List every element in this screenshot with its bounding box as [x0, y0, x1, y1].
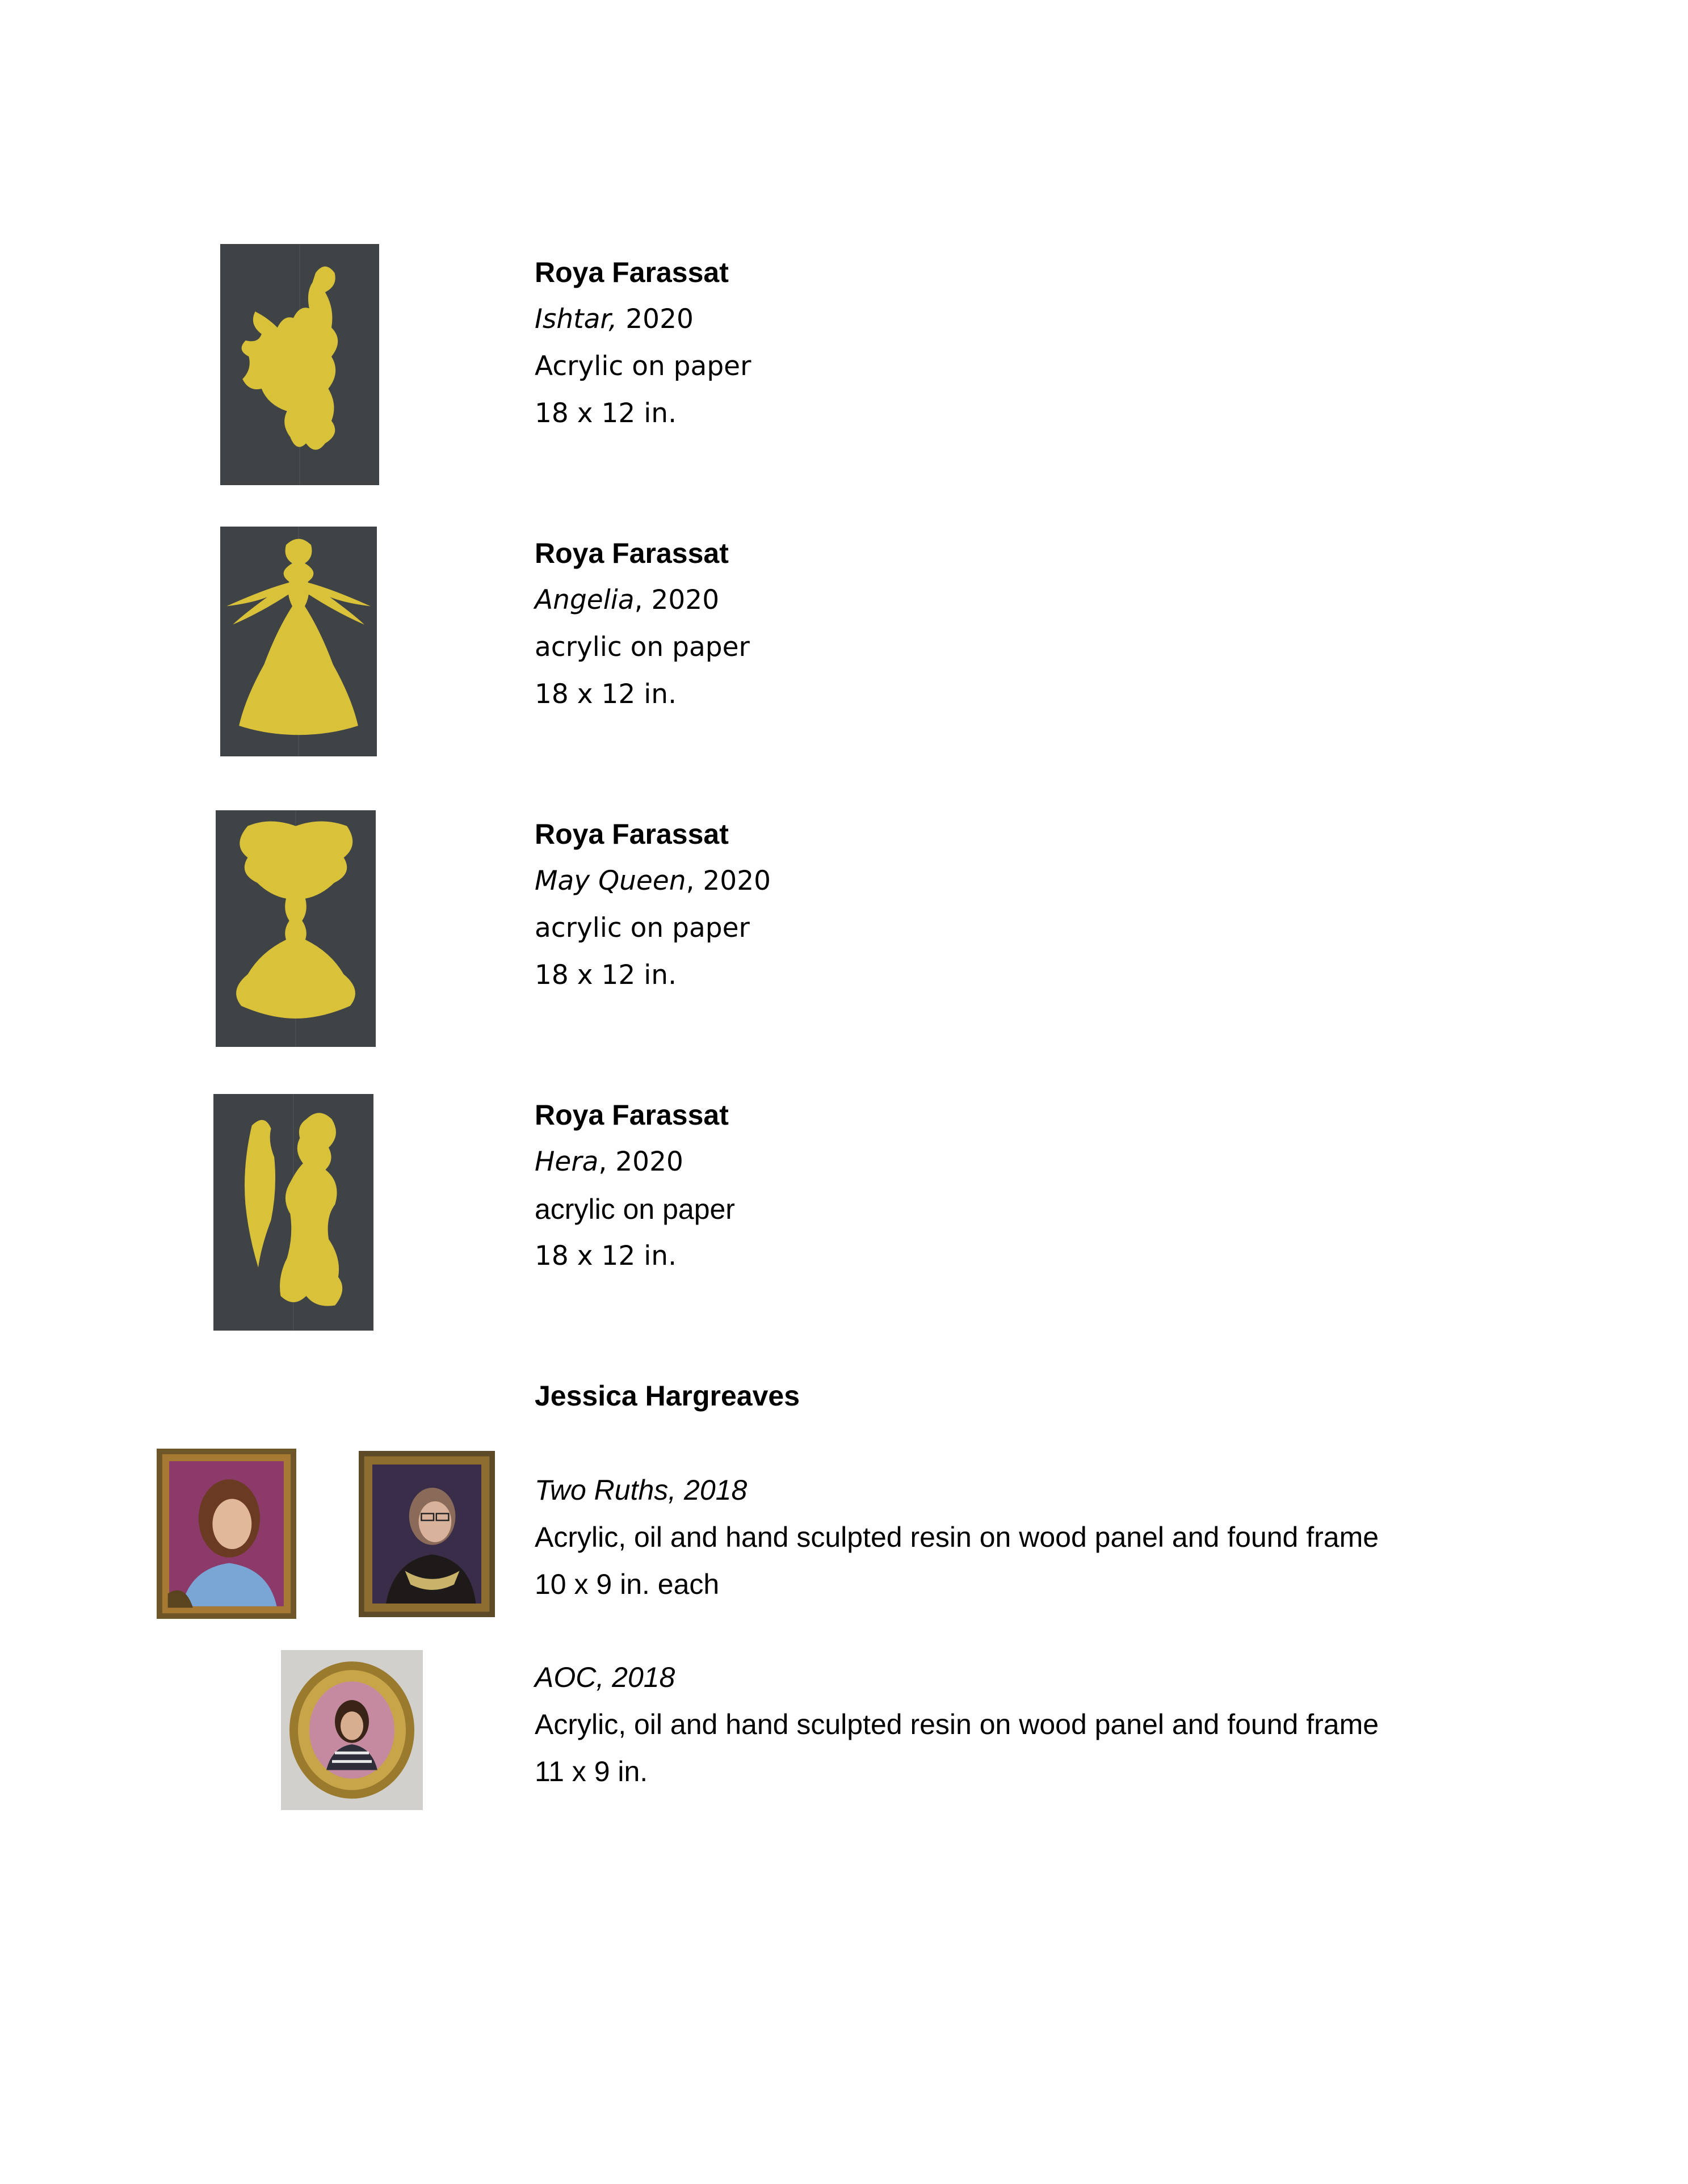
- title-year: [535, 583, 719, 617]
- artist-name: Roya Farassat: [535, 818, 729, 850]
- artwork-title: AOC, 2018: [535, 1661, 675, 1693]
- artwork-size: 11 x 9 in.: [535, 1756, 648, 1787]
- artwork-medium: acrylic on paper: [535, 912, 750, 944]
- title-year: [535, 864, 771, 898]
- artwork-year: , 2020: [686, 865, 771, 897]
- artwork-title: Two Ruths, 2018: [535, 1474, 748, 1506]
- title-year: [535, 302, 694, 336]
- aoc-artwork-image: [281, 1650, 423, 1810]
- ishtar-artwork-image: [220, 244, 379, 485]
- artwork-medium: Acrylic, oil and hand sculpted resin on wood panel and found frame: [535, 1521, 1379, 1553]
- hera-artwork-image: [213, 1094, 373, 1331]
- artwork-year: , 2020: [634, 584, 720, 616]
- artwork-title: May Queen: [535, 865, 686, 897]
- artwork-size: 18 x 12 in.: [535, 679, 677, 710]
- two-ruths-right-artwork-image: [359, 1451, 495, 1617]
- two-ruths-left-artwork-image: [157, 1449, 296, 1619]
- angelia-artwork-image: [220, 527, 377, 756]
- artwork-title: Hera: [535, 1146, 599, 1177]
- artist-name: Roya Farassat: [535, 537, 729, 569]
- artwork-size: 18 x 12 in.: [535, 398, 677, 429]
- artwork-year: , 2020: [598, 1146, 683, 1177]
- artist-name: Roya Farassat: [535, 1099, 729, 1131]
- artwork-title: Ishtar,: [535, 304, 618, 335]
- artwork-medium: acrylic on paper: [535, 632, 750, 663]
- artist-name: Jessica Hargreaves: [535, 1380, 800, 1412]
- may-queen-artwork-image: [216, 810, 376, 1047]
- title-year: [535, 1145, 683, 1179]
- artwork-year: 2020: [617, 304, 694, 335]
- artwork-size: 10 x 9 in. each: [535, 1568, 720, 1600]
- artwork-medium: Acrylic on paper: [535, 351, 751, 382]
- artwork-medium: acrylic on paper: [535, 1193, 735, 1225]
- artwork-size: 18 x 12 in.: [535, 960, 677, 991]
- artist-name: Roya Farassat: [535, 256, 729, 288]
- artwork-size: 18 x 12 in.: [535, 1240, 677, 1272]
- artwork-medium: Acrylic, oil and hand sculpted resin on wood panel and found frame: [535, 1709, 1379, 1740]
- artwork-title: Angelia: [535, 584, 635, 616]
